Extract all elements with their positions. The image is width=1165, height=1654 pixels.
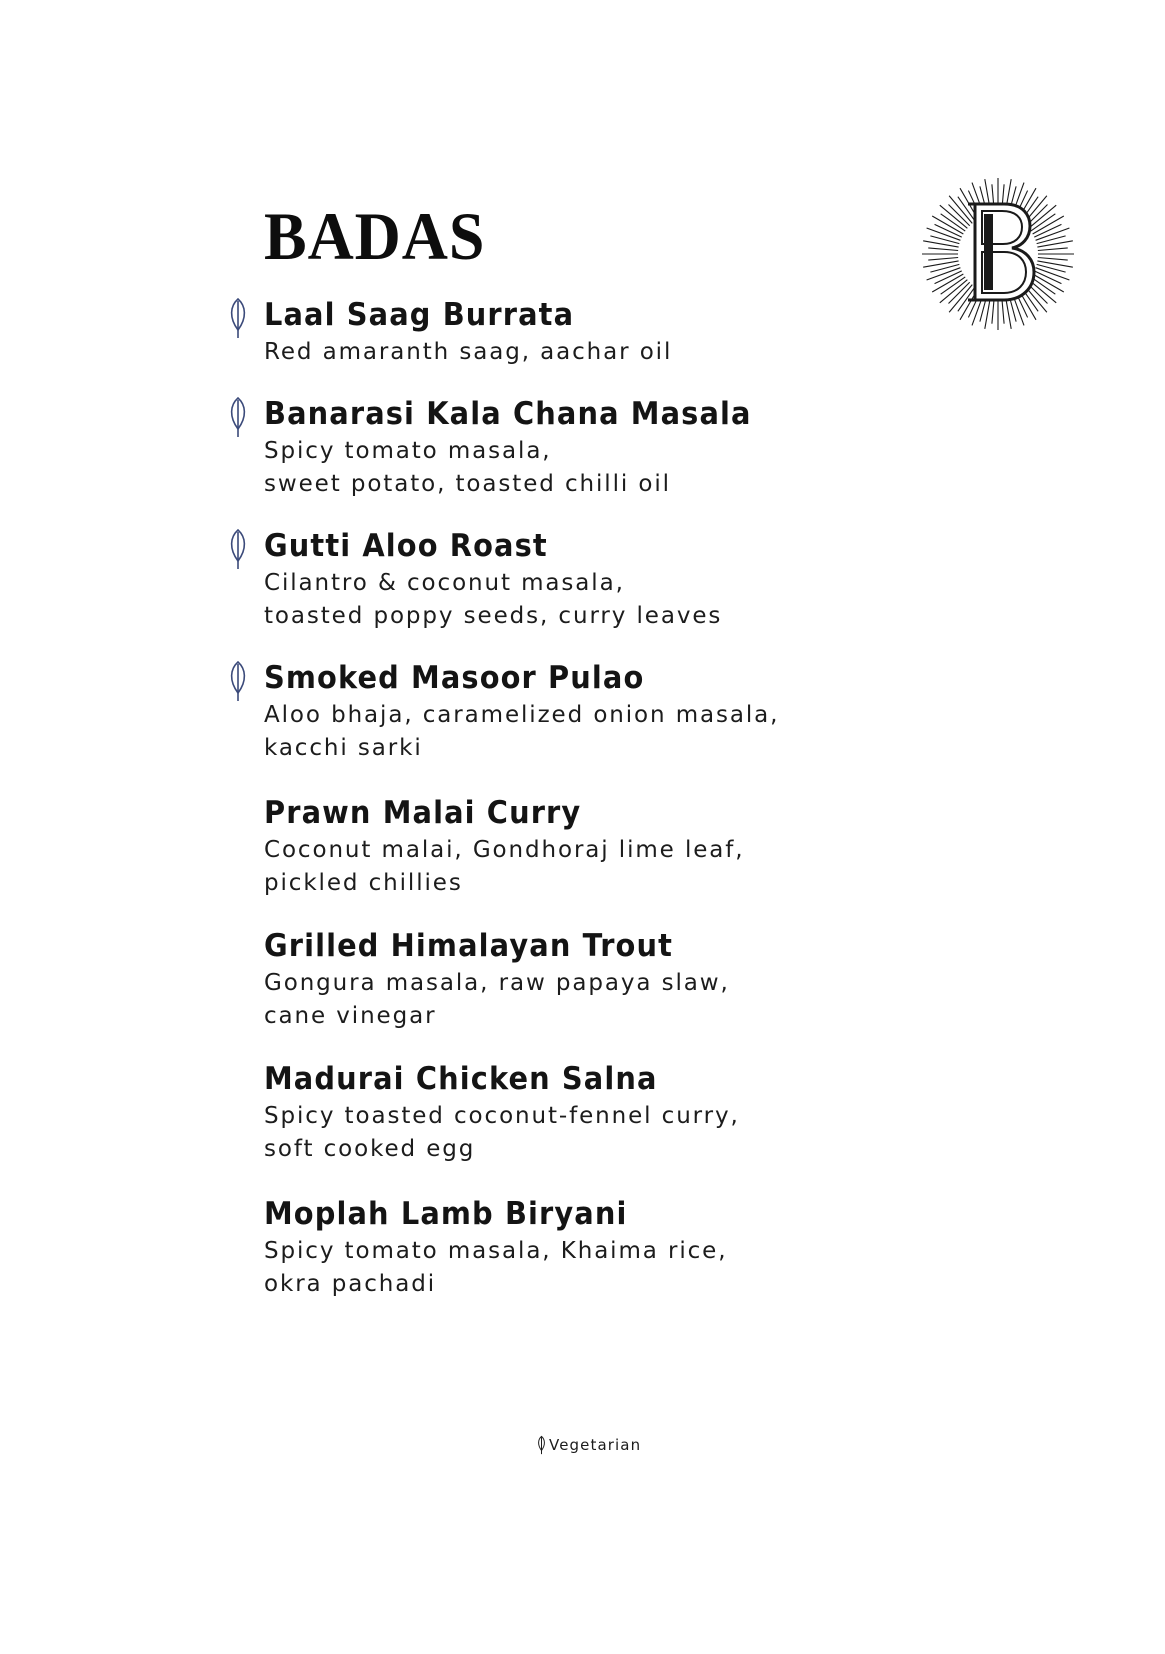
dish-description: Spicy tomato masala, xyxy=(264,438,552,464)
dish-name: Madurai Chicken Salna xyxy=(264,1061,658,1097)
dish-description: Coconut malai, Gondhoraj lime leaf, xyxy=(264,837,745,863)
menu-item xyxy=(264,1195,864,1301)
menu-item xyxy=(264,794,864,900)
leaf-icon xyxy=(536,1435,547,1455)
dish-description: sweet potato, toasted chilli oil xyxy=(264,471,671,497)
dish-name: Moplah Lamb Biryani xyxy=(264,1196,628,1232)
dish-description: okra pachadi xyxy=(264,1271,437,1297)
menu-item xyxy=(264,296,864,369)
dish-description: Spicy tomato masala, Khaima rice, xyxy=(264,1238,728,1264)
dish-description: Cilantro & coconut masala, xyxy=(264,570,625,596)
dish-description: Aloo bhaja, caramelized onion masala, xyxy=(264,702,780,728)
menu-item xyxy=(264,527,864,633)
legend xyxy=(536,1433,641,1457)
dish-name: Prawn Malai Curry xyxy=(264,795,582,831)
page-title: BADAS xyxy=(264,198,486,274)
dish-description: cane vinegar xyxy=(264,1003,437,1029)
dish-description: Spicy toasted coconut-fennel curry, xyxy=(264,1103,740,1129)
dish-name: Gutti Aloo Roast xyxy=(264,528,548,564)
dish-description: soft cooked egg xyxy=(264,1136,476,1162)
dish-name: Laal Saag Burrata xyxy=(264,297,575,333)
dish-name: Smoked Masoor Pulao xyxy=(264,660,645,696)
dish-name: Banarasi Kala Chana Masala xyxy=(264,396,752,432)
dish-name: Grilled Himalayan Trout xyxy=(264,928,674,964)
sunburst-b-logo-icon xyxy=(920,176,1076,332)
menu-item xyxy=(264,659,864,765)
menu-item xyxy=(264,927,864,1033)
legend-label: Vegetarian xyxy=(549,1436,642,1454)
leaf-icon xyxy=(226,527,250,571)
menu-item xyxy=(264,395,864,501)
dish-description: Gongura masala, raw papaya slaw, xyxy=(264,970,730,996)
dish-description: toasted poppy seeds, curry leaves xyxy=(264,603,723,629)
leaf-icon xyxy=(226,659,250,703)
leaf-icon xyxy=(226,395,250,439)
dish-description: pickled chillies xyxy=(264,870,463,896)
menu-item xyxy=(264,1060,864,1166)
dish-description: Red amaranth saag, aachar oil xyxy=(264,339,673,365)
dish-description: kacchi sarki xyxy=(264,735,423,761)
leaf-icon xyxy=(226,296,250,340)
